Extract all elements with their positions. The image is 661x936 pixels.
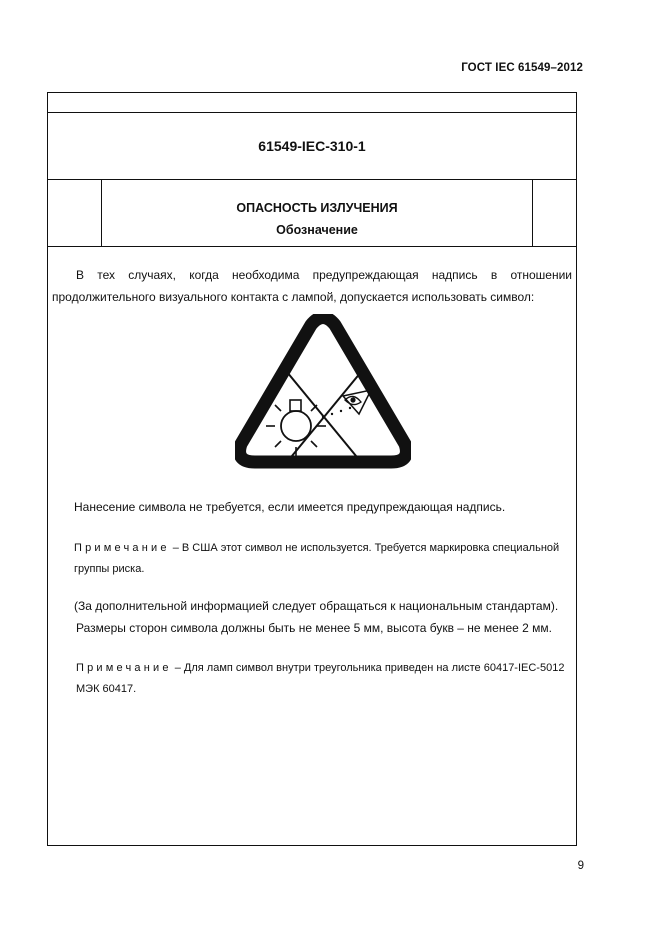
standard-number: ГОСТ IEC 61549–2012 <box>461 62 583 74</box>
note-label: Примечание <box>76 662 172 674</box>
sheet-code: 61549-IEC-310-1 <box>48 112 576 180</box>
note-lamps <box>76 658 572 700</box>
sheet-title: ОПАСНОСТЬ ИЗЛУЧЕНИЯ <box>236 201 398 215</box>
radiation-hazard-warning-icon <box>235 314 411 472</box>
note-usa <box>74 538 572 580</box>
note-text: – В США этот символ не используется. Требуется маркировка специальной группы риска. <box>74 542 560 575</box>
intro-paragraph: В тех случаях, когда необходима предупреждающая надпись в отношении продолжительного визуального контакта с лампой, допускается использовать символ: <box>52 268 572 304</box>
national-standards-paragraph: (За дополнительной информацией следует обращаться к национальным стандартам). <box>74 599 559 613</box>
symbol-size-paragraph: Размеры сторон символа должны быть не менее 5 мм, высота букв – не менее 2 мм. <box>76 621 553 635</box>
note-text: – Для ламп символ внутри треугольника приведен на листе 60417-IEC-5012 МЭК 60417. <box>76 662 565 695</box>
symbol-not-required-paragraph: Нанесение символа не требуется, если имеется предупреждающая надпись. <box>74 500 506 514</box>
note-label: Примечание <box>74 542 170 554</box>
data-sheet-frame <box>47 92 577 846</box>
sheet-subtitle: Обозначение <box>276 223 358 237</box>
title-row <box>48 179 576 247</box>
frame-top-row <box>48 93 576 113</box>
title-cell <box>101 179 533 246</box>
page-number: 9 <box>577 860 584 872</box>
